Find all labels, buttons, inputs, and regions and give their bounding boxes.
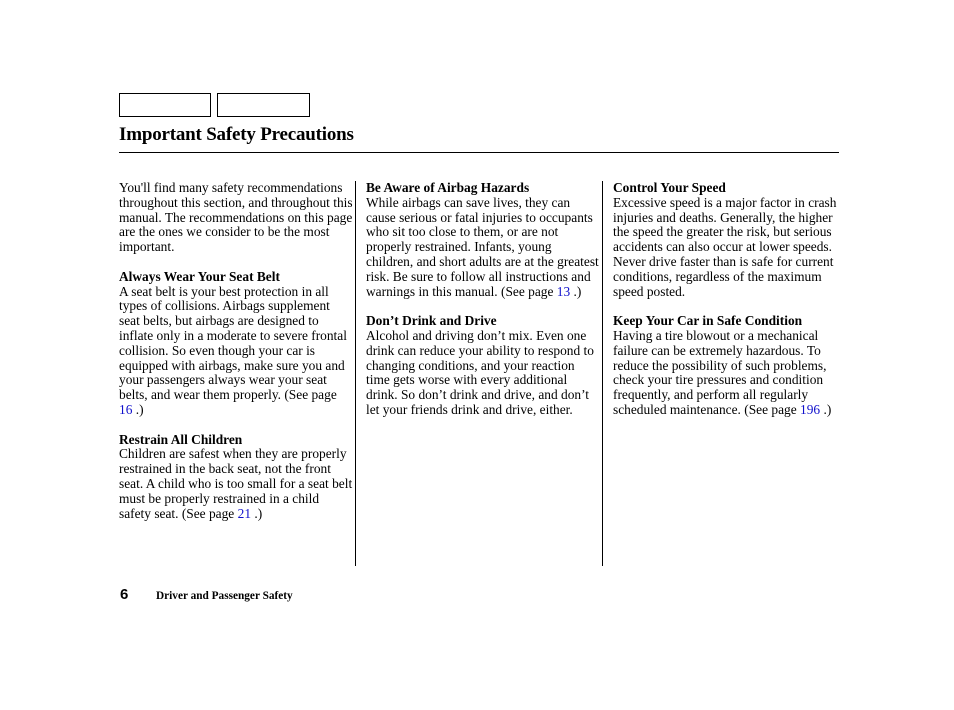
section-body: Having a tire blowout or a mechanical failure can be extremely hazardous. To reduce the possibility of such problems, check your tire pressures and condition frequently, and perform all regularly scheduled maintenance. (See page	[613, 327, 827, 417]
column-divider-1	[355, 181, 356, 566]
page-link-13[interactable]: 13	[556, 283, 571, 299]
footer-section-name: Driver and Passenger Safety	[156, 590, 293, 602]
section-heading: Keep Your Car in Safe Condition	[613, 313, 803, 329]
section-airbag-hazards	[366, 181, 600, 299]
section-restrain-children	[119, 433, 353, 522]
section-heading: Restrain All Children	[119, 431, 243, 447]
section-heading: Don’t Drink and Drive	[366, 313, 497, 329]
intro-paragraph: You'll find many safety recommendations throughout this section, and throughout this manual. The recommendations on this page are the ones we consider to be the most important.	[119, 180, 353, 255]
page-number: 6	[120, 586, 129, 603]
section-body: Excessive speed is a major factor in crash injuries and deaths. Generally, the higher the speed the greater the risk, but serious accidents can also occur at lower speeds. Never drive faster than is safe for current conditions, regardless of the maximum speed posted.	[613, 194, 837, 299]
section-safe-condition	[613, 314, 847, 418]
column-divider-2	[602, 181, 603, 566]
nav-box-next[interactable]	[217, 93, 310, 117]
section-body: Children are safest when they are properly restrained in the back seat, not the front seat. A child who is too small for a seat belt must be properly restrained in a child safety seat. (See page	[119, 446, 353, 521]
link-close: .)	[132, 401, 144, 417]
section-body: Alcohol and driving don’t mix. Even one drink can reduce your ability to respond to changing conditions, and your reaction time gets worse with every additional drink. So don’t drink and drive, and don’t let your friends drink and drive, either.	[366, 327, 594, 417]
page-title: Important Safety Precautions	[119, 124, 354, 145]
nav-box-previous[interactable]	[119, 93, 211, 117]
section-dont-drink	[366, 314, 600, 418]
link-close: .)	[251, 505, 263, 521]
section-body: A seat belt is your best protection in all types of collisions. Airbags supplement seat belts, but airbags are designed to inflate only in a moderate to severe frontal collision. So even though your car is equipped with airbags, make sure you and your passengers always wear your seat belts, and wear them properly. (See page	[119, 283, 347, 403]
column-2	[366, 181, 600, 433]
column-1	[119, 181, 353, 536]
column-3	[613, 181, 847, 433]
section-control-speed	[613, 181, 847, 299]
link-close: .)	[570, 283, 582, 299]
link-close: .)	[820, 401, 832, 417]
section-heading: Control Your Speed	[613, 180, 726, 195]
section-seat-belt	[119, 270, 353, 418]
page-link-21[interactable]: 21	[237, 505, 252, 521]
section-heading: Always Wear Your Seat Belt	[119, 268, 280, 284]
page-link-196[interactable]: 196	[800, 401, 821, 417]
page-link-16[interactable]: 16	[119, 401, 133, 417]
section-heading: Be Aware of Airbag Hazards	[366, 180, 530, 195]
title-divider	[119, 152, 839, 153]
section-body: While airbags can save lives, they can cause serious or fatal injuries to occupants who sit too close to them, or are not properly restrained. Infants, young children, and short adults are at the greatest risk. Be sure to follow all instructions and warnings in this manual. (See page	[366, 194, 599, 299]
